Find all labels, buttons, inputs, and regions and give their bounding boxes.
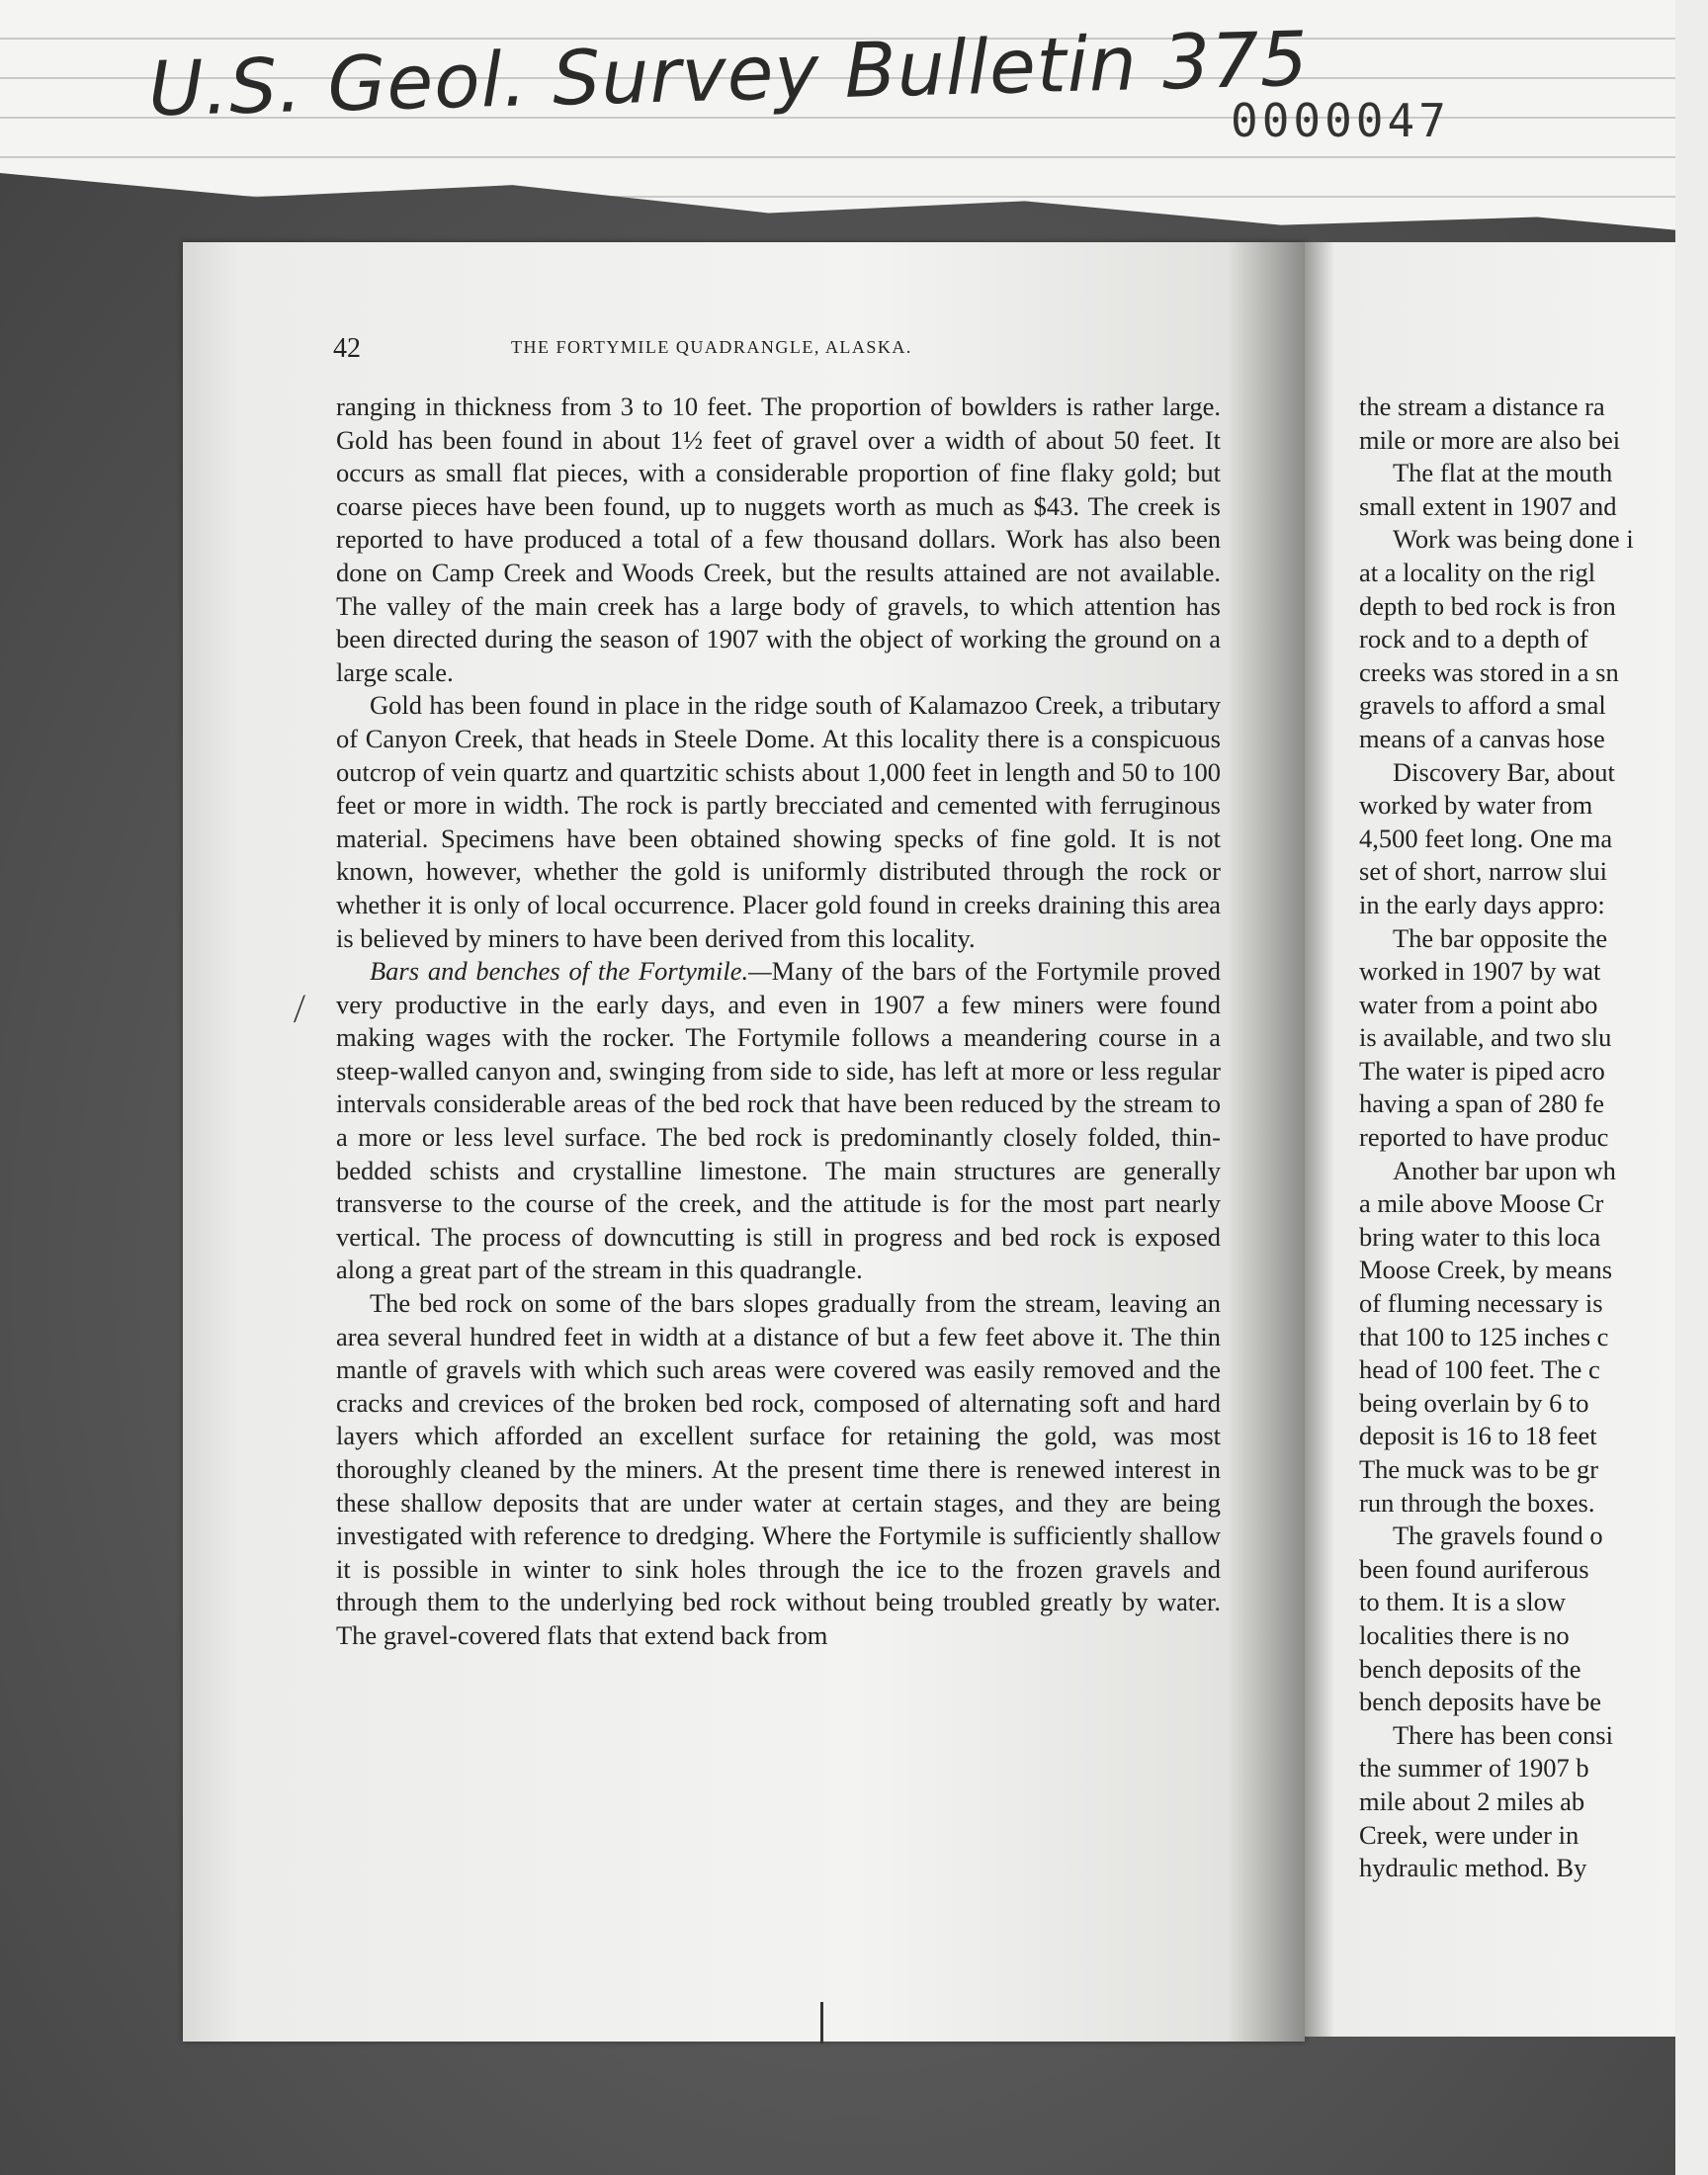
fragment-line: The muck was to be gr xyxy=(1359,1454,1599,1484)
document-number: 0000047 xyxy=(1231,94,1450,147)
fragment-line: having a span of 280 fe xyxy=(1359,1088,1604,1119)
margin-pencil-mark: ⟋ xyxy=(284,991,315,1029)
fragment-line: Another bar upon wh xyxy=(1393,1155,1616,1185)
fragment-line: the summer of 1907 b xyxy=(1359,1753,1589,1784)
fragment-line: being overlain by 6 to xyxy=(1359,1387,1589,1418)
fragment-line: head of 100 feet. The c xyxy=(1359,1354,1600,1385)
fragment-line: water from a point abo xyxy=(1359,989,1598,1019)
right-page-body xyxy=(1359,391,1675,1885)
fragment-line: The bar opposite the xyxy=(1393,922,1608,953)
fragment-line: a mile above Moose Cr xyxy=(1359,1188,1604,1219)
fragment-line: bring water to this loca xyxy=(1359,1221,1601,1252)
fragment-line: means of a canvas hose xyxy=(1359,723,1605,753)
fragment-line: worked in 1907 by wat xyxy=(1359,956,1601,987)
fragment-line: deposit is 16 to 18 feet xyxy=(1359,1421,1597,1451)
fragment-line: localities there is no xyxy=(1359,1619,1570,1650)
fragment-line: Creek, were under in xyxy=(1359,1819,1580,1850)
fragment-line: run through the boxes. xyxy=(1359,1487,1595,1518)
fragment-line: set of short, narrow slui xyxy=(1359,856,1607,887)
page-tick-mark xyxy=(820,2002,823,2044)
paragraph: Gold has been found in place in the ridge south of Kalamazoo Creek, a tributary of Canyon Creek, that heads in Steele Dome. At this locality there is a conspicuous outcrop of vein quartz and quartzitic schists about 1,000 feet in length and 50 to 100 feet or more in width. The rock is partly brecciated and cemented with ferruginous material. Specimens have been obtained showing specks of fine gold. It is not known, however, whether the gold is uniformly distributed through the rock or whether it is only of local occurrence. Placer gold found in creeks draining this area is believed by miners to have been derived from this locality. xyxy=(336,690,1221,953)
page-number: 42 xyxy=(333,333,361,364)
fragment-line: reported to have produc xyxy=(1359,1122,1609,1153)
left-page xyxy=(183,242,1305,2042)
fragment-line: creeks was stored in a sn xyxy=(1359,656,1619,687)
fragment-line: gravels to afford a smal xyxy=(1359,690,1606,721)
section-heading: Bars and benches of the Fortymile.— xyxy=(370,956,772,987)
fragment-line: bench deposits have be xyxy=(1359,1687,1602,1717)
fragment-line: Discovery Bar, about xyxy=(1393,756,1615,787)
page-header xyxy=(333,333,1223,365)
paragraph: The bed rock on some of the bars slopes gradually from the stream, leaving an area several hundred feet in width at a distance of but a few feet above it. The thin mantle of gravels with which such areas were covered was easily removed and the cracks and crevices of the broken bed rock, composed of alternating soft and hard layers which afforded an excellent surface for retaining the gold, was most thoroughly cleaned by the miners. At the present time there is renewed interest in these shallow deposits that are under water at certain stages, and they are being investigated with reference to dredging. Where the Fortymile is sufficiently shallow it is possible in winter to sink holes through the ice to the frozen gravels and through them to the underlying bed rock without being troubled greatly by water. The gravel-covered flats that extend back from xyxy=(336,1288,1221,1650)
fragment-line: to them. It is a slow xyxy=(1359,1587,1567,1617)
fragment-line: depth to bed rock is fron xyxy=(1359,590,1616,621)
fragment-line: in the early days appro: xyxy=(1359,889,1605,919)
fragment-line: at a locality on the rigl xyxy=(1359,557,1596,587)
paragraph xyxy=(336,955,1221,1287)
fragment-line: Moose Creek, by means xyxy=(1359,1255,1613,1285)
fragment-line: The flat at the mouth xyxy=(1393,458,1613,488)
fragment-line: The gravels found o xyxy=(1393,1521,1603,1551)
fragment-line: The water is piped acro xyxy=(1359,1055,1605,1086)
fragment-line: hydraulic method. By xyxy=(1359,1853,1587,1883)
fragment-line: 4,500 feet long. One ma xyxy=(1359,823,1613,853)
fragment-line: mile about 2 miles ab xyxy=(1359,1785,1585,1816)
fragment-line: that 100 to 125 inches c xyxy=(1359,1321,1609,1351)
fragment-line: of fluming necessary is xyxy=(1359,1288,1603,1319)
fragment-line: rock and to a depth of xyxy=(1359,624,1588,654)
right-margin xyxy=(1675,0,1708,2175)
fragment-line: been found auriferous xyxy=(1359,1553,1589,1584)
fragment-line: Work was being done i xyxy=(1393,524,1634,555)
running-title: THE FORTYMILE QUADRANGLE, ALASKA. xyxy=(511,337,912,357)
handwritten-title: U.S. Geol. Survey Bulletin 375 xyxy=(147,14,1311,133)
paragraph: ranging in thickness from 3 to 10 feet. The proportion of bowlders is rather large. Gold has been found in about 1½ feet of gravel over a width of about 50 feet. It occurs as small flat pieces, with a considerable proportion of fine flaky gold; but coarse pieces have been found, up to nuggets worth as much as $43. The creek is reported to have produced a total of a few thousand dollars. Work has also been done on Camp Creek and Woods Creek, but the results attained are not available. The valley of the main creek has a large body of gravels, to which attention has been directed during the season of 1907 with the object of working the ground on a large scale. xyxy=(336,392,1221,687)
fragment-line: bench deposits of the xyxy=(1359,1653,1581,1684)
fragment-line: mile or more are also bei xyxy=(1359,424,1621,455)
left-page-body xyxy=(336,391,1221,1653)
fragment-line: the stream a distance ra xyxy=(1359,392,1605,421)
right-page-fragment xyxy=(1305,242,1675,2037)
fragment-line: is available, and two slu xyxy=(1359,1022,1612,1053)
fragment-line: worked by water from xyxy=(1359,790,1593,821)
fragment-line: There has been consi xyxy=(1393,1719,1613,1750)
paragraph-text: Many of the bars of the Fortymile proved very productive in the early days, and even in 1907 a few miners were found making wages with the rocker. The Fortymile follows a meandering course in a steep-walled canyon and, swinging from side to side, has left at more or less regular intervals considerable areas of the bed rock that have been reduced by the stream to a more or less level surface. The bed rock is predominantly closely folded, thin-bedded schists and crystalline limestone. The main structures are generally transverse to the course of the creek, and the attitude is for the most part nearly vertical. The process of downcutting is still in progress and bed rock is exposed along a great part of the stream in this quadrangle. xyxy=(336,956,1222,1285)
fragment-line: small extent in 1907 and xyxy=(1359,490,1617,521)
